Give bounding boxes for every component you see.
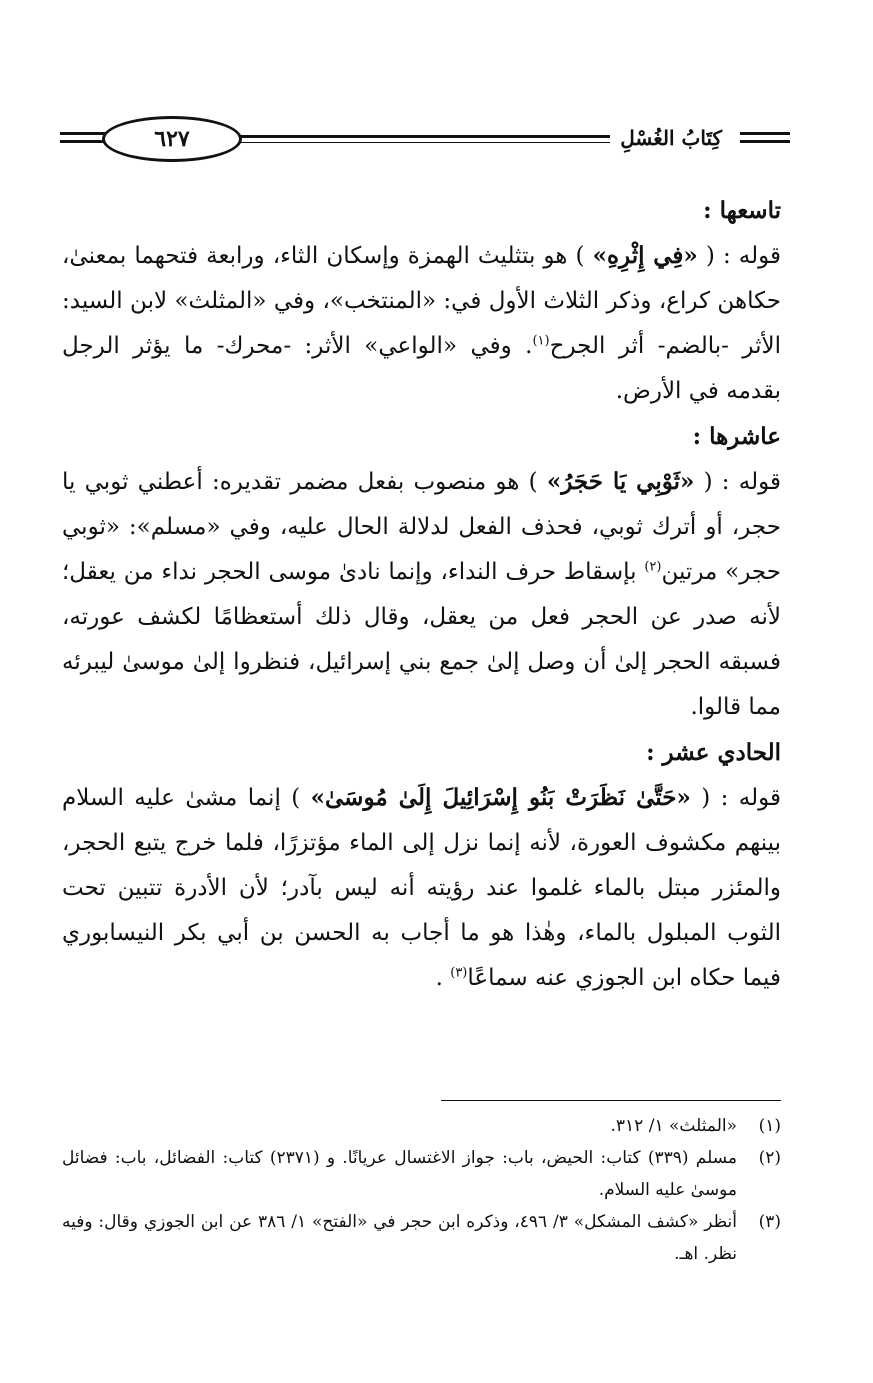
- footnote-marker: (٣): [450, 965, 468, 981]
- paragraph-intro: قوله : (: [697, 243, 781, 269]
- section-paragraph: [62, 233, 781, 414]
- page-header: [60, 112, 790, 168]
- section-heading: تاسعها :: [703, 197, 781, 224]
- paragraph-intro: قوله : (: [694, 469, 781, 495]
- section-heading: الحادي عشر :: [646, 739, 781, 766]
- footnote-number: (٣): [758, 1212, 781, 1232]
- hadith-quote: «فِي إِثْرِهِ»: [592, 242, 698, 269]
- paragraph-intro: قوله : (: [690, 785, 782, 811]
- footnote-number: (١): [758, 1116, 781, 1136]
- footnote: [62, 1142, 781, 1206]
- footnotes: [62, 1110, 781, 1270]
- paragraph-text: ) هو منصوب بفعل مضمر تقديره: أعطني ثوبي يا حجر، أو أترك ثوبي، فحذف الفعل لدلالة الحال عليه، وفي «مسلم»: «ثوبي حجر» مرتين: [62, 469, 782, 585]
- main-text: [62, 188, 781, 1001]
- hadith-quote: «ثَوْبِي يَا حَجَرُ»: [546, 468, 695, 495]
- header-rule-right-lower: [740, 140, 790, 143]
- footnote-text: مسلم (٣٣٩) كتاب: الحيض، باب: جواز الاغتسال عريانًا. و (٢٣٧١) كتاب: الفضائل، باب: فضائل موسىٰ عليه السلام.: [62, 1148, 737, 1200]
- paragraph-text: ) هو بتثليث الهمزة وإسكان الثاء، ورابعة فتحهما بمعنىٰ، حكاهن كراع، وذكر الثلاث الأول في: «المنتخب»، وفي «المثلث» لابن السيد: الأثر -بالضم- أثر الجرح: [62, 243, 781, 359]
- header-rule-right: [740, 132, 790, 135]
- page-number-badge: [102, 116, 242, 162]
- running-title: كِتَابُ الغُسْلِ: [610, 126, 732, 150]
- section-paragraph: [62, 775, 781, 1001]
- paragraph-text: بإسقاط حرف النداء، وإنما نادىٰ موسى الحجر نداء من يعقل؛ لأنه صدر عن الحجر فعل من يعقل، وقال ذلك أستعظامًا لكشف عورته، فسبقه الحجر إلىٰ أن وصل إلىٰ جمع بني إسرائيل، فنظروا إلىٰ موسىٰ ليبرئه مما قالوا.: [62, 559, 781, 720]
- section-heading: عاشرها :: [692, 423, 781, 450]
- footnote-marker: (١): [532, 333, 550, 349]
- footnote-text: أنظر «كشف المشكل» ٣/ ٤٩٦، وذكره ابن حجر في «الفتح» ١/ ٣٨٦ عن ابن الجوزي وقال: وفيه نظر. اهـ.: [62, 1212, 738, 1264]
- footnote-marker: (٢): [644, 559, 662, 575]
- page-number: ٦٢٧: [154, 126, 190, 152]
- footnote-separator: [441, 1100, 781, 1101]
- footnote-text: «المثلث» ١/ ٣١٢.: [610, 1116, 737, 1136]
- footnote: [62, 1110, 781, 1142]
- hadith-quote: «حَتَّىٰ نَظَرَتْ بَنُو إِسْرَائِيلَ إِلَىٰ مُوسَىٰ»: [310, 784, 691, 811]
- section-paragraph: [62, 459, 781, 730]
- paragraph-text: ) إنما مشىٰ عليه السلام بينهم مكشوف العورة، لأنه إنما نزل إلى الماء مؤتزرًا، فلما خرج يتبع الحجر، والمئزر مبتل بالماء غلموا عند رؤيته أنه ليس بآدر؛ لأن الأدرة تتبين تحت الثوب المبلول بالماء، وهٰذا هو ما أجاب به الحسن بن أبي بكر النيسابوري فيما حكاه ابن الجوزي عنه سماعًا: [62, 785, 781, 991]
- paragraph-text: . وفي «الواعي» الأثر: -محرك- ما يؤثر الرجل بقدمه في الأرض.: [62, 333, 781, 404]
- paragraph-text: .: [435, 965, 451, 991]
- footnote-number: (٢): [758, 1148, 781, 1168]
- footnote: [62, 1206, 781, 1270]
